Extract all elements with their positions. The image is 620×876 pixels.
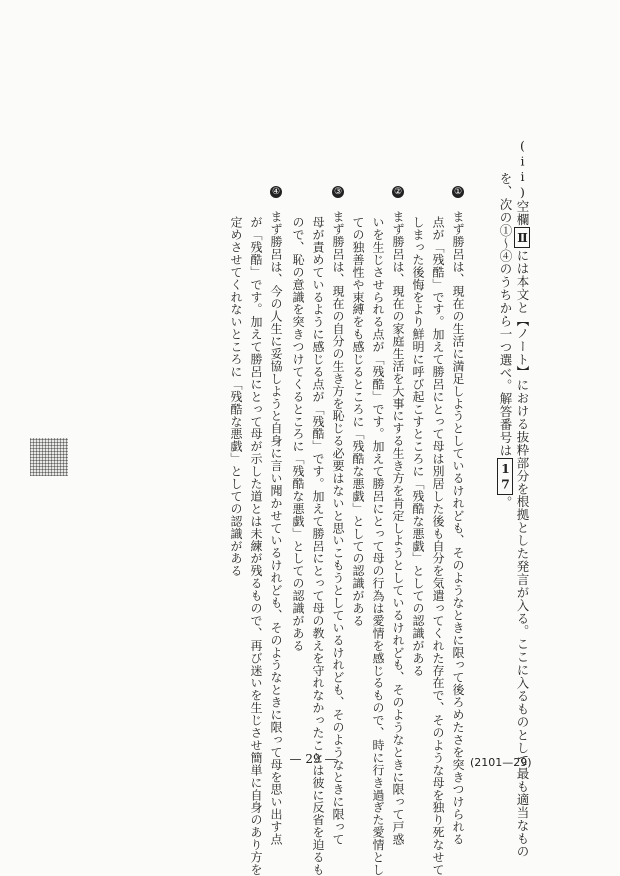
blank-box: Ⅱ <box>514 227 530 248</box>
question-line-1: (ii)空欄Ⅱには本文と【ノート】における抜粋部分を根拠とした発言が入る。ここに入るものとして最も適当なもの <box>515 138 530 858</box>
option-2-line-1: ② まず勝呂は、現在の家庭生活を大事にする生き方を肯定しようとしているけれども、そのようなときに限って戸惑 <box>391 186 405 846</box>
range-start-marker: ① <box>498 223 513 237</box>
option-3-line-2: 母が責めているように感じる点が「残酷」です。加えて勝呂にとって母の教えを守れなかったことは彼に反省を迫るも <box>311 216 325 876</box>
option-4-line-1: ④ まず勝呂は、今の人生に妥協しようと自身に言い聞かせているけれども、そのようなときに限って母を思い出す点 <box>269 186 283 846</box>
option-1-line-2: 点が「残酷」です。加えて勝呂にとって母は別居した後も自分を気遣ってくれた存在で、そのような母を独り死なせて <box>431 216 445 876</box>
range-end-marker: ④ <box>498 249 513 263</box>
question-line-2: を、次の①～④のうちから一つ選べ。解答番号は17。 <box>498 172 513 509</box>
option-1-marker: ① <box>453 186 463 198</box>
option-2-line-2: いを生じさせられる点が「残酷」です。加えて勝呂にとって母の行為は愛情を感じるもので、時に行き過ぎた愛情とし <box>371 216 385 876</box>
option-1-line-3: しまった後悔をより鮮明に呼び起こすところに「残酷な悪戯」としての認識がある <box>411 216 425 677</box>
option-3-line-1: ③ まず勝呂は、現在の自分の生き方を恥じる必要はないと思いこもうとしているけれども、そのようなときに限って <box>331 186 345 846</box>
option-4-line-2: が「残酷」です。加えて勝呂にとって母が示した道とは未練が残るもので、再び迷いを生じさせ簡単に自身のあり方を <box>249 216 263 876</box>
option-3-line-3: ので、恥の意識を突きつけてくるところに「残酷な悪戯」としての認識がある <box>291 216 305 652</box>
option-4-marker: ④ <box>271 186 281 198</box>
scan-stamp-graphic <box>30 438 68 476</box>
answer-number-box: 17 <box>497 458 513 495</box>
exam-code: (2101—29) <box>470 756 532 769</box>
option-4-line-3: 定めさせてくれないところに「残酷な悪戯」としての認識がある <box>229 216 243 578</box>
option-2-marker: ② <box>393 186 403 198</box>
option-3-marker: ③ <box>333 186 343 198</box>
option-1-line-1: ① まず勝呂は、現在の生活に満足しようとしているけれども、そのようなときに限って後ろめたさを突きつけられる <box>451 186 465 846</box>
question-label: (ii) <box>515 138 530 200</box>
page-number: — 29 — <box>289 752 337 766</box>
option-2-line-3: ての独善性や束縛をも感じるところに「残酷な悪戯」としての認識がある <box>351 216 365 627</box>
